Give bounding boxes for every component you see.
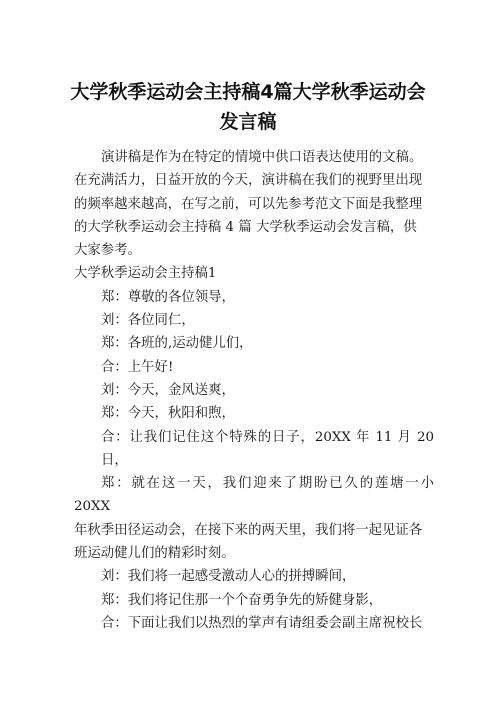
dialog-line: 郑：今天，秋阳和煦，: [101, 406, 235, 422]
section-heading: 大学秋季运动会主持稿1: [74, 266, 217, 282]
dialog-line: 郑：尊敬的各位领导，: [101, 289, 235, 305]
intro-line: 在充满活力，日益开放的今天，演讲稿在我们的视野里出现: [74, 173, 423, 189]
intro-line: 大家参考。: [74, 243, 141, 259]
dialog-line: 合：让我们记住这个特殊的日子，20XX 年 11 月 20 日，: [101, 429, 434, 468]
document-title-line-1: 大学秋季运动会主持稿4篇大学秋季运动会: [70, 81, 426, 103]
dialog-line: 刘：今天，金风送爽，: [101, 382, 235, 398]
document-body: [74, 146, 434, 635]
intro-line: 的大学秋季运动会主持稿 4 篇 大学秋季运动会发言稿，供: [74, 219, 417, 235]
dialog-line: 郑：各班的,运动健儿们，: [101, 336, 253, 352]
intro-line: 演讲稿是作为在特定的情境中供口语表达使用的文稿。: [101, 150, 423, 165]
dialog-line: 合：上午好!: [101, 359, 174, 375]
dialog-line: 刘：我们将一起感受激动人心的拼搏瞬间，: [101, 569, 356, 585]
dialog-line: 郑：我们将记住那一个个奋勇争先的矫健身影，: [101, 592, 383, 608]
paragraph-line: 年秋季田径运动会，在接下来的两天里，我们将一起见证各: [74, 522, 423, 538]
intro-line: 的频率越来越高，在写之前，可以先参考范文下面是我整理: [74, 196, 423, 212]
paragraph-line: 郑：就在这一天，我们迎来了期盼已久的莲塘一小 20XX: [74, 476, 434, 515]
document-title-line-2: 发言稿: [219, 111, 277, 133]
dialog-line: 合：下面让我们以热烈的掌声有请组委会副主席祝校长: [101, 615, 423, 631]
paragraph-line: 班运动健儿们的精彩时刻。: [74, 546, 235, 562]
dialog-line: 刘：各位同仁，: [101, 313, 195, 329]
